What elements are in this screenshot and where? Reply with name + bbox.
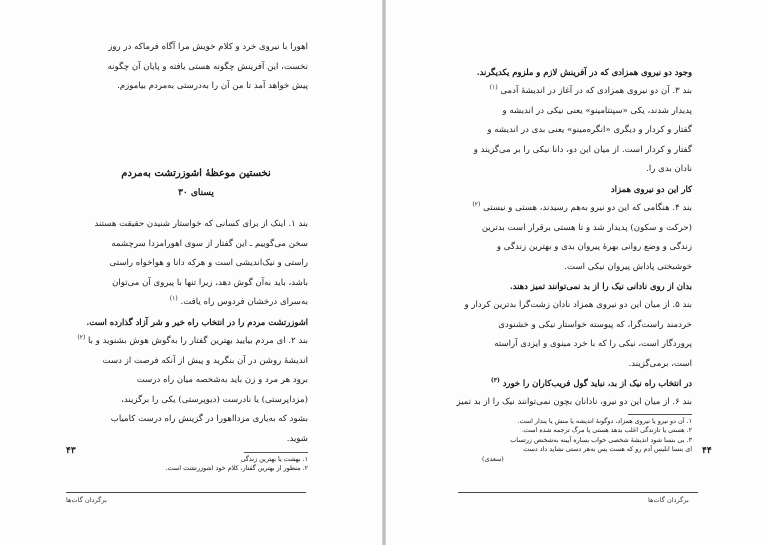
text-line: پدیدار شدند، یکی «سپنتامینو» یعنی نیکی در اندیشه و [502, 105, 692, 116]
text-line: پروردگار است، نیکی را که با خرد مینوی و ایزدی آراسته [494, 339, 692, 350]
intro-paragraph [84, 38, 308, 97]
footnote-ref: (۲) [472, 201, 481, 209]
text-line: برود هر مرد و زن باید به‌شخصه میان راه درست [136, 375, 308, 386]
paragraph-6 [458, 393, 692, 413]
footnote: ۲. هستی یا تازندگی اغلب بدهد هستی یا مرگ ترجمه شده است. [521, 426, 692, 435]
running-head-rule [458, 492, 698, 493]
text-line: است، برمی‌گزیند. [628, 358, 692, 369]
footnotes [482, 417, 692, 464]
page-number: ۴۴ [702, 446, 712, 456]
footnote: ۱. آن دو نیرو یا نیروی همزاد، دوگونۀ اندیشه یا منش یا پندار است. [517, 417, 692, 425]
text-line: نخست، این آفرینش چگونه هستی یافته و پایان آن چگونه [107, 61, 308, 72]
paragraph-3 [458, 82, 692, 180]
text-line: اهورا با نیروی خرد و کلام خویش مرا آگاه فرماکه در روز [108, 42, 308, 52]
text-line: گفتار و کردار است. از میان این دو، دانا نیکی را بر می‌گزیند و [473, 144, 692, 155]
text-line: زندگی و وضع روانی بهرۀ پیروان بدی و بهترین زندگی و [496, 242, 692, 253]
subheading: بدان از روی نادانی نیک را از بد نمی‌توانند تمیز دهند. [509, 281, 692, 291]
footnote-rule [244, 452, 308, 453]
subheading: در انتخاب راه نیک از بد، نباید گول فریب‌کاران را خورد $^{(۳)}$ [490, 377, 692, 388]
text-line: (حرکت و سکون) پدیدار شد و تا هستی برقرار است بدترین [481, 222, 692, 233]
text-line: راستی و نیک‌اندیشی است و هرکه دانا و هواخواه راستی [109, 258, 308, 269]
text-line: خردمند راست‌گرا، که پیوسته خواستار نیکی و خشنودی [498, 319, 692, 330]
footnote-ref: (۱) [169, 295, 178, 303]
footnote-ref: (۲) [77, 334, 86, 342]
text-line: اندیشۀ روشن در آن بنگرید و پیش از آنکه فرصت از دست [102, 355, 308, 366]
paragraph-4 [458, 199, 692, 277]
text-line: بند ۶. از میان این دو نیرو، نادانان بچون نمی‌توانند نیک را از بد تمیز [456, 397, 692, 407]
footnote-ref: (۳) [490, 377, 500, 385]
text-line: بند ۱. اینک از برای کسانی که خواستار شنیدن حقیقت هستند [94, 219, 308, 229]
left-page [0, 0, 383, 545]
text-line: بشود که به‌یاری مزدااهورا در گزینش راه درست کامیاب [110, 414, 308, 425]
text-line: شوید. [286, 433, 308, 444]
footnote: ای بنسا ابلیس آدم رو که هست پس به‌هر دستی نشاید داد دست [523, 445, 692, 454]
footnote-rule [628, 414, 692, 415]
text-line: (مزداپرستی) یا نادرست (دیوپرستی) یکی را برگزیند، [121, 394, 308, 405]
text-line: پیش خواهد آمد تا من آن را به‌درستی به‌مردم بیاموزم. [117, 81, 308, 92]
text-line: بند ۵. از میان این دو نیروی همزاد نادان زشت‌گرا بدترین کردار و [464, 300, 692, 310]
section-title: نخستین موعظۀ اشوزرتشت به‌مردم یسنای ۳۰ [121, 168, 271, 198]
text-line: باشد، باید به‌آن گوش دهد، زیرا تنها با پیروی آن می‌توان [112, 277, 308, 288]
text-line: بند ۲. ای مردم بیایید بهترین گفتار را به‌گوش هوش بشنوید و با $^{(۲)}$ [77, 334, 308, 346]
footnote: ۱. بهشت یا بهترین زندگی [240, 455, 308, 463]
footnote-ref: (۱) [489, 84, 498, 92]
subheading: کار این دو نیروی همزاد [610, 184, 692, 194]
page-number: ۴۳ [66, 446, 76, 456]
subheading: اشوزرتشت مردم را در انتخاب راه خیر و شر آزاد گذارده است. [86, 317, 308, 327]
text-line: خوشبختی پاداش پیروان نیکی است. [564, 261, 692, 272]
text-line: گفتار و کردار و دیگری «انگره‌مینو» یعنی بدی در اندیشه و [487, 125, 692, 136]
text-line: سخن می‌گوییم ـ این گفتار از سوی اهورامزدا سرچشمه [111, 238, 308, 249]
right-page [385, 0, 769, 545]
text-line: نادان بدی را. [646, 164, 692, 175]
subheading: وجود دو نیروی همزادی که در آفرینش لازم و ملزوم یکدیگرند. [476, 67, 692, 77]
running-head: برگردان گات‌ها [66, 496, 107, 504]
paragraph-5 [458, 296, 692, 374]
text-line: به‌سرای درخشان فردوس راه یافت. $^{(۱)}$ [169, 295, 308, 308]
running-head: برگردان گات‌ها [648, 496, 689, 504]
footnotes [150, 455, 308, 474]
footnote: ۲. منظور از بهترین گفتار، کلام خود اشوزرتشت است. [165, 464, 308, 473]
paragraph-2 [77, 332, 308, 450]
text-line: بند ۴. هنگامی که این دو نیرو به‌هم رسیدند، هستی و نیستی $^{(۲)}$ [472, 201, 692, 213]
footnote: (سعدی) [482, 454, 504, 463]
running-head-rule [66, 492, 306, 493]
footnote: ۳. بی بنسا شود اندیشۀ شخصی خواب بساره آیینه به‌شخنص زرتساب [510, 435, 692, 444]
paragraph-1 [84, 215, 308, 313]
text-line: بند ۳. آن دو نیروی همزادی که در آغاز در اندیشۀ آدمی $^{(۱)}$ [489, 84, 692, 96]
